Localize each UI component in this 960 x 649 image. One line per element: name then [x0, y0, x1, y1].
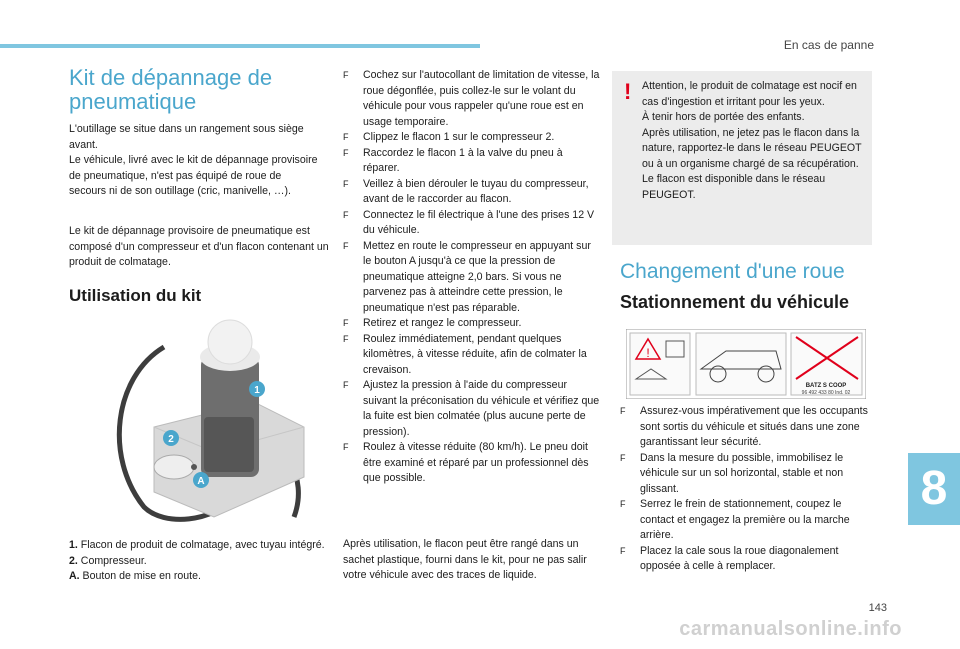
step-item: F Roulez à vitesse réduite (80 km/h). Le pneu doit être examiné et réparé par un professionnel dès que possible.: [343, 441, 589, 484]
after-use-paragraph: Après utilisation, le flacon peut être rangé dans un sachet plastique, fourni dans le kit, pour ne pas salir votre véhicule avec des traces de liquide.: [343, 538, 587, 581]
sticker-code: 96 492 433 80 Ind. 02: [801, 390, 851, 396]
image-label-A: A: [197, 476, 205, 487]
step-item: F Raccordez le flacon 1 à la valve du pneu à réparer.: [343, 146, 563, 174]
page-number: 143: [868, 602, 887, 614]
step-item: F Dans la mesure du possible, immobilisez le véhicule sur un sol horizontal, stable et non glissant.: [620, 451, 844, 495]
step-item: F Mettez en route le compresseur en appuyant sur le bouton A jusqu'à ce que la pression de pneumatique atteigne 2,0 bars. Si vous ne parvenez pas à atteindre cette pression, le pneumatique n'est pas réparable.: [343, 239, 591, 314]
illustration-legend: [69, 538, 325, 585]
page-title: Kit de dépannage de pneumatique: [69, 65, 273, 114]
step-item: F Assurez-vous impérativement que les occupants sont sortis du véhicule et situés dans une zone garantissant leur sécurité.: [620, 405, 868, 448]
warning-icon: !: [624, 79, 632, 104]
legend-item: 1. Flacon de produit de colmatage, avec tuyau intégré.: [69, 539, 325, 551]
step-item: F Roulez immédiatement, pendant quelques kilomètres, à vitesse réduite, afin de colmater la crevaison.: [343, 332, 587, 376]
section-header: En cas de panne: [783, 38, 874, 52]
legend-item: A. Bouton de mise en route.: [69, 570, 201, 582]
image-label-2: 2: [168, 434, 174, 445]
step-item: F Ajustez la pression à l'aide du compresseur suivant la préconisation du véhicule et vérifiez que la fuite est bien colmatée (plus aucune perte de pression).: [343, 379, 600, 438]
step-item: F Clippez le flacon 1 sur le compresseur 2.: [343, 131, 555, 143]
section-heading: Changement d'une roue: [620, 260, 845, 283]
warning-box: [612, 71, 872, 245]
step-item: F Placez la cale sous la roue diagonalement opposée à celle à remplacer.: [620, 544, 839, 572]
usage-steps-list: [343, 68, 601, 487]
image-label-1: 1: [254, 385, 260, 396]
top-accent-bar: [0, 44, 480, 48]
wheel-chock-sticker-illustration: [626, 329, 866, 399]
legend-item: 2. Compresseur.: [69, 554, 147, 567]
intro-paragraph-2: Le véhicule, livré avec le kit de dépannage provisoire de pneumatique, n'est pas équipé de roue de secours ni de son outillage (cric, manivelle, …).: [69, 154, 318, 197]
intro-paragraph-1: L'outillage se situe dans un rangement sous siège avant.: [69, 123, 304, 151]
svg-text:!: !: [646, 346, 650, 360]
chapter-tab: 8: [908, 453, 960, 525]
watermark: carmanualsonline.info: [679, 618, 902, 640]
step-item: F Connectez le fil électrique à l'une des prises 12 V du véhicule.: [343, 208, 595, 236]
parking-steps-list: [620, 404, 872, 575]
step-item: F Cochez sur l'autocollant de limitation de vitesse, la roue dégonflée, puis collez-le sur le volant du véhicule pour vous rappeler qu'une roue est en usage temporaire.: [343, 69, 600, 128]
step-item: F Retirez et rangez le compresseur.: [343, 317, 522, 329]
warning-text: Attention, le produit de colmatage est nocif en cas d'ingestion et irritant pour les yeux. À tenir hors de portée des enfants. Après utilisation, ne jetez pas le flacon dans la nature, rapportez-le dans le réseau PEUGEOT ou à un organisme chargé de sa récupération. Le flacon est disponible dans le réseau PEUGEOT.: [642, 80, 862, 201]
step-item: F Serrez le frein de stationnement, coupez le contact et engagez la première ou la marche arrière.: [620, 498, 850, 541]
section-subheading: Stationnement du véhicule: [620, 292, 850, 312]
sticker-brand: BATZ S COOP: [805, 383, 847, 389]
usage-heading: Utilisation du kit: [69, 286, 202, 305]
intro-paragraph-3: Le kit de dépannage provisoire de pneumatique est composé d'un compresseur et d'un flacon contenant un produit de colmatage.: [69, 225, 329, 268]
step-item: F Veillez à bien dérouler le tuyau du compresseur, avant de le raccorder au flacon.: [343, 177, 589, 205]
repair-kit-illustration: [104, 317, 319, 532]
